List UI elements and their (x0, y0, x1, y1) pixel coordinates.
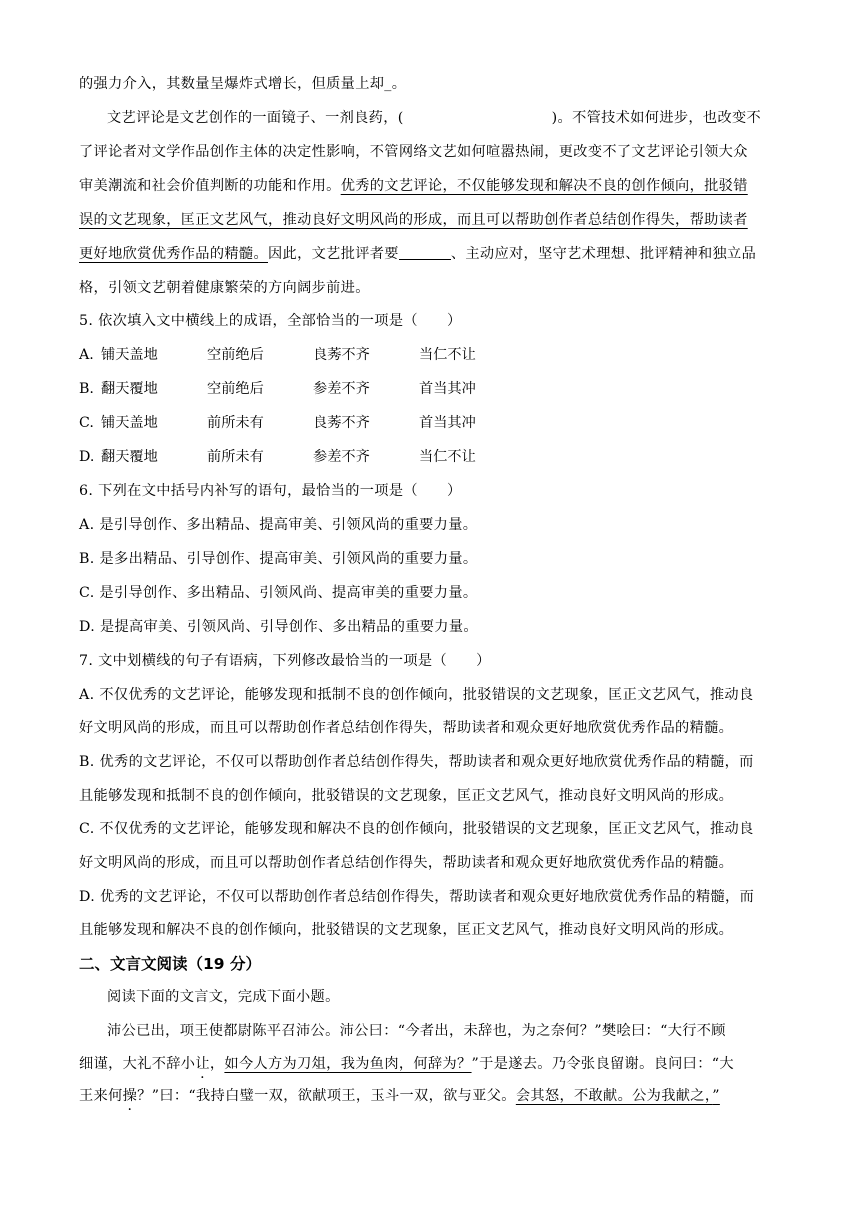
classical-text-line: 沛公已出，项王使都尉陈平召沛公。沛公曰：“今者出，未辞也，为之奈何？”樊哙曰：“大行不顾 (107, 1023, 726, 1039)
classical-text-line: 王来何操？”曰：“我持白璧一双，欲献项王，玉斗一双，欲与亚父。会其怒，不敢献。公为我献之，” (79, 1088, 720, 1104)
document-page: 的强力介入，其数量呈爆炸式增长，但质量上却_。 文艺评论是文艺创作的一面镜子、一剂良药，( )。不管技术如何进步，也改变不 了评论者对文学作品创作主体的决定性影响，不管网络文艺如何喧嚣热闹，更改变不了文艺评论引领大众 审美潮流和社会价值判断的功能和作用。优秀的文艺评论，不仅能够发现和解决不良的创作倾向，批驳错 误的文艺现象，匡正文艺风气，推动良好文明风尚的形成，而且可以帮助创作者总结创作得失，帮助读者 更好地欣赏优秀作品的精髓。因此，文艺批评者要 、主动应对，坚守艺术理想、批评精神和独立品 格，引领文艺朝着健康繁荣的方向阔步前进。 5. 依次填入文中横线上的成语，全部恰当的一项是（ ） A. 铺天盖地 空前绝后 良莠不齐 当仁不让 B. 翻天覆地 空前绝后 参差不齐 首当其冲 C. 铺天盖地 前所未有 良莠不齐 首当其冲 D. 翻天覆地 前所未有 参差不齐 当仁不让 6. 下列在文中括号内补写的语句，最恰当的一项是（ ） A. 是引导创作、多出精品、提高审美、引领风尚的重要力量。 B. 是多出精品、引导创作、提高审美、引领风尚的重要力量。 C. 是引导创作、多出精品、引领风尚、提高审美的重要力量。 D. 是提高审美、引领风尚、引导创作、多出精品的重要力量。 7. 文中划横线的句子有语病，下列修改最恰当的一项是（ ） A. 不仅优秀的文艺评论，能够发现和抵制不良的创作倾向，批驳错误的文艺现象，匡正文艺风气，推动良 好文明风尚的形成，而且可以帮助创作者总结创作得失，帮助读者和观众更好地欣赏优秀作品的精髓。 B. 优秀的文艺评论，不仅可以帮助创作者总结创作得失，帮助读者和观众更好地欣赏优秀作品的精髓，而 且能够发现和抵制不良的创作倾向，批驳错误的文艺现象，匡正文艺风气，推动良好文明风尚的形成。 C. 不仅优秀的文艺评论，能够发现和解决不良的创作倾向，批驳错误的文艺现象，匡正文艺风气，推动良 好文明风尚的形成，而且可以帮助创作者总结创作得失，帮助读者和观众更好地欣赏优秀作品的精髓。 D. 优秀的文艺评论，不仅可以帮助创作者总结创作得失，帮助读者和观众更好地欣赏优秀作品的精髓，而 且能够发现和解决不良的创作倾向，批驳错误的文艺现象，匡正文艺风气，推动良好文明风尚的形成。 二、文言文阅读（19 分） 阅读下面的文言文，完成下面小题。 沛公已出，项王使都尉陈平召沛公。沛公曰：“今者出，未辞也，为之奈何？”樊哙曰：“大行不顾 细谨，大礼不辞小让，如今人方为刀俎，我为鱼肉，何辞为？”于是遂去。乃令张良留谢。良问曰：“大 王来何操？”曰：“我持白璧一双，欲献项王，玉斗一双，欲与亚父。会其怒，不敢献。公为我献之，” (79, 76, 762, 1104)
fill-blank (399, 245, 451, 260)
q7-option-a-cont: 好文明风尚的形成，而且可以帮助创作者总结创作得失，帮助读者和观众更好地欣赏优秀作品的精髓。 (79, 720, 734, 736)
question-5-stem: 5. 依次填入文中横线上的成语，全部恰当的一项是（ ） (79, 313, 462, 329)
q6-option-c: C. 是引导创作、多出精品、引领风尚、提高审美的重要力量。 (79, 585, 478, 601)
underlined-sentence: 如今人方为刀俎，我为鱼肉，何辞为？ (224, 1056, 472, 1072)
question-6-stem: 6. 下列在文中括号内补写的语句，最恰当的一项是（ ） (79, 483, 462, 499)
underlined-sentence: 误的文艺现象，匡正文艺风气，推动良好文明风尚的形成，而且可以帮助创作者总结创作得失，帮助读者 (79, 212, 748, 228)
section-instruction: 阅读下面的文言文，完成下面小题。 (107, 989, 340, 1005)
passage-line: 审美潮流和社会价值判断的功能和作用。优秀的文艺评论，不仅能够发现和解决不良的创作倾向，批驳错 (79, 178, 748, 194)
q6-option-b: B. 是多出精品、引导创作、提高审美、引领风尚的重要力量。 (79, 551, 478, 567)
q7-option-c-cont: 好文明风尚的形成，而且可以帮助创作者总结创作得失，帮助读者和观众更好地欣赏优秀作品的精髓。 (79, 855, 734, 871)
passage-line: 文艺评论是文艺创作的一面镜子、一剂良药，( )。不管技术如何进步，也改变不 (107, 110, 762, 126)
q7-option-b-cont: 且能够发现和抵制不良的创作倾向，批驳错误的文艺现象，匡正文艺风气，推动良好文明风尚的形成。 (79, 788, 734, 804)
passage-line: 的强力介入，其数量呈爆炸式增长，但质量上却_。 (79, 76, 407, 92)
passage-line: 更好地欣赏优秀作品的精髓。因此，文艺批评者要 、主动应对，坚守艺术理想、批评精神和独立品 (79, 246, 757, 262)
question-7-stem: 7. 文中划横线的句子有语病，下列修改最恰当的一项是（ ） (79, 653, 491, 669)
underlined-sentence: 优秀的文艺评论，不仅能够发现和解决不良的创作倾向，批驳错 (340, 178, 748, 194)
underlined-sentence: 会其怒，不敢献。公为我献之， (515, 1088, 713, 1104)
underlined-sentence: 更好地欣赏优秀作品的精髓。 (79, 246, 268, 262)
q7-option-d: D. 优秀的文艺评论，不仅可以帮助创作者总结创作得失，帮助读者和观众更好地欣赏优秀作品的精髓，而 (79, 889, 755, 905)
classical-text-line: 细谨，大礼不辞小让，如今人方为刀俎，我为鱼肉，何辞为？”于是遂去。乃令张良留谢。良问曰：“大 (79, 1056, 734, 1072)
emphasis-dot-char: 操 (122, 1088, 138, 1104)
q7-option-c: C. 不仅优秀的文艺评论，能够发现和解决不良的创作倾向，批驳错误的文艺现象，匡正文艺风气，推动良 (79, 821, 754, 837)
q6-option-a: A. 是引导创作、多出精品、提高审美、引领风尚的重要力量。 (79, 517, 478, 533)
passage-line: 了评论者对文学作品创作主体的决定性影响，不管网络文艺如何喧嚣热闹，更改变不了文艺评论引领大众 (79, 144, 748, 160)
section-heading: 二、文言文阅读（19 分） (79, 955, 261, 973)
q7-option-d-cont: 且能够发现和解决不良的创作倾向，批驳错误的文艺现象，匡正文艺风气，推动良好文明风尚的形成。 (79, 922, 734, 938)
q7-option-a: A. 不仅优秀的文艺评论，能够发现和抵制不良的创作倾向，批驳错误的文艺现象，匡正文艺风气，推动良 (79, 687, 754, 703)
emphasis-dot-char: 让 (195, 1056, 210, 1072)
passage-line: 格，引领文艺朝着健康繁荣的方向阔步前进。 (79, 280, 370, 296)
q7-option-b: B. 优秀的文艺评论，不仅可以帮助创作者总结创作得失，帮助读者和观众更好地欣赏优秀作品的精髓，而 (79, 754, 754, 770)
q6-option-d: D. 是提高审美、引领风尚、引导创作、多出精品的重要力量。 (79, 619, 478, 635)
